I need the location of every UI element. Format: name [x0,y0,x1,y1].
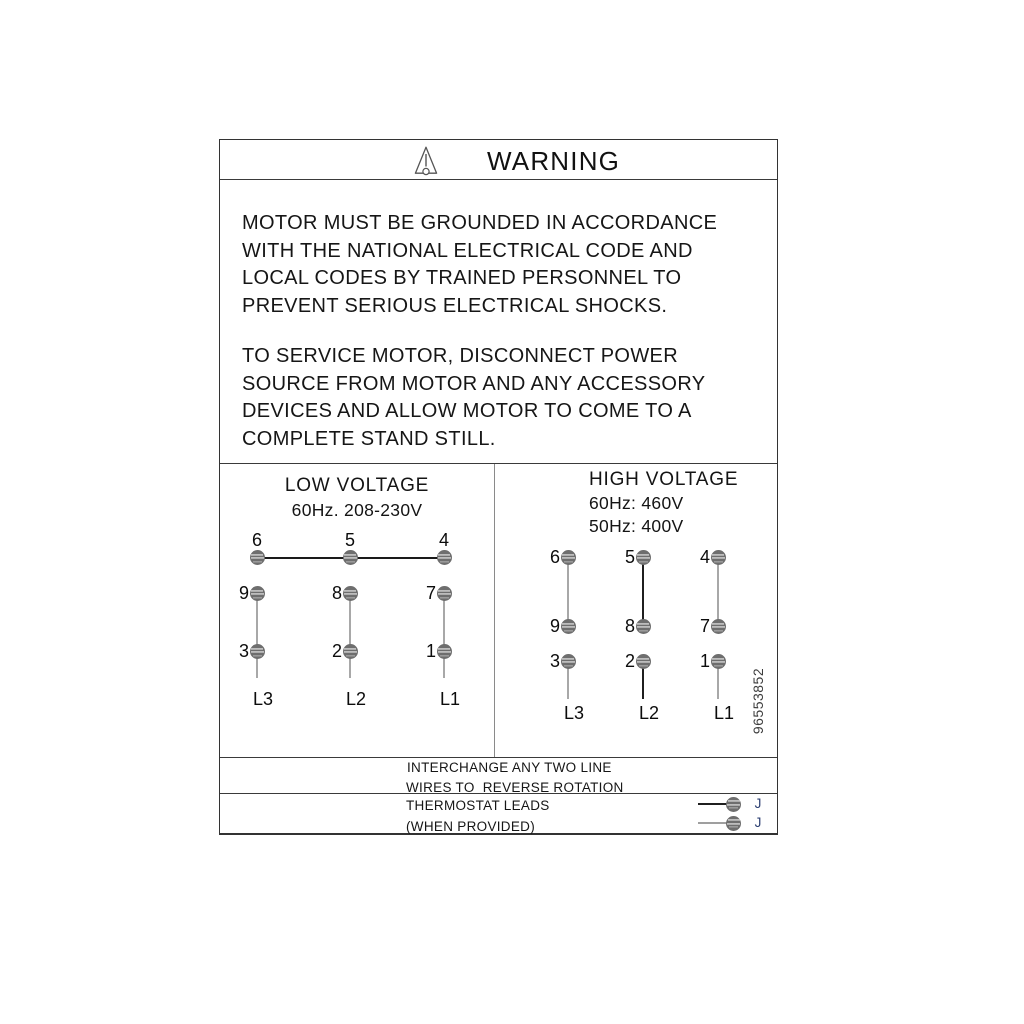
line-label-l3: L3 [252,689,274,709]
terminal-dot [250,550,265,565]
terminal-dot [250,644,265,659]
terminal-number: 7 [425,583,436,603]
terminal-dot [250,586,265,601]
terminal-number: 4 [438,530,449,550]
thermostat-lead-wire-1 [698,803,728,805]
terminal-number: 3 [549,651,560,671]
high-voltage-subtitle-1: 60Hz: 460V [589,493,684,513]
warning-text-section [220,180,777,464]
terminal-number: 5 [344,530,355,550]
high-voltage-title: HIGH VOLTAGE [589,469,739,490]
terminal-number: 3 [238,641,249,661]
high-voltage-subtitle-2: 50Hz: 400V [589,516,684,536]
terminal-dot [343,550,358,565]
high-voltage-jumper-5-8 [642,557,644,626]
terminal-number: 9 [549,616,560,636]
terminal-number: 6 [549,547,560,567]
terminal-dot [561,550,576,565]
high-voltage-jumper-6-9 [567,557,569,626]
terminal-number: 9 [238,583,249,603]
thermostat-lead-terminal-1 [726,797,741,812]
terminal-number: 5 [624,547,635,567]
terminal-dot [711,619,726,634]
line-label-l1: L1 [713,703,735,723]
terminal-dot [711,550,726,565]
low-voltage-wire-l2 [349,593,351,678]
thermostat-note-section [220,794,777,836]
thermostat-lead-label-2: J [754,815,762,830]
thermostat-lead-label-1: J [754,796,762,811]
terminal-number: 2 [624,651,635,671]
warning-header [220,140,777,180]
terminal-dot [437,644,452,659]
rotation-note-section [220,758,777,794]
terminal-number: 8 [624,616,635,636]
thermostat-lead-terminal-2 [726,816,741,831]
warning-p1-line4: PREVENT SERIOUS ELECTRICAL SHOCKS. [242,294,668,317]
warning-paragraph-1 [242,210,717,320]
warning-p1-line1: MOTOR MUST BE GROUNDED IN ACCORDANCE [242,212,718,234]
terminal-dot [636,619,651,634]
warning-p1-line2: WITH THE NATIONAL ELECTRICAL CODE AND [242,239,693,262]
warning-p2-line2: SOURCE FROM MOTOR AND ANY ACCESSORY [242,372,706,395]
terminal-dot [343,644,358,659]
terminal-number: 8 [331,583,342,603]
line-label-l1: L1 [439,689,461,709]
terminal-dot [711,654,726,669]
low-voltage-title: LOW VOLTAGE [284,475,430,496]
terminal-number: 6 [251,530,262,550]
terminal-dot [437,586,452,601]
terminal-number: 1 [425,641,436,661]
warning-p2-line3: DEVICES AND ALLOW MOTOR TO COME TO A [242,400,692,422]
terminal-number: 2 [331,641,342,661]
terminal-dot [561,619,576,634]
wiring-diagrams-section [220,464,777,758]
terminal-dot [636,550,651,565]
warning-triangle-icon [413,145,439,181]
line-label-l2: L2 [345,689,367,709]
high-voltage-jumper-4-7 [717,557,719,626]
low-voltage-subtitle: 60Hz. 208-230V [291,500,423,520]
low-voltage-wire-l1 [443,593,445,678]
thermostat-note-line1: THERMOSTAT LEADS [406,798,550,813]
terminal-number: 7 [699,616,710,636]
rotation-note-line1: INTERCHANGE ANY TWO LINE [407,760,612,775]
thermostat-lead-wire-2 [698,822,728,824]
thermostat-note-line2: (WHEN PROVIDED) [406,819,535,834]
part-number: 96553852 [750,667,766,735]
terminal-dot [343,586,358,601]
warning-title: WARNING [487,146,621,176]
terminal-dot [636,654,651,669]
low-voltage-wire-l3 [256,593,258,678]
line-label-l3: L3 [563,703,585,723]
terminal-number: 1 [699,651,710,671]
warning-p1-line3: LOCAL CODES BY TRAINED PERSONNEL TO [242,267,682,289]
high-voltage-panel [495,464,778,757]
warning-p2-line1: TO SERVICE MOTOR, DISCONNECT POWER [242,345,679,367]
terminal-dot [437,550,452,565]
low-voltage-panel [220,464,495,757]
rotation-note-line2: WIRES TO REVERSE ROTATION [406,780,624,795]
warning-paragraph-2 [242,343,705,453]
terminal-number: 4 [699,547,710,567]
terminal-dot [561,654,576,669]
warning-p2-line4: COMPLETE STAND STILL. [242,427,496,450]
motor-warning-label [219,139,778,835]
line-label-l2: L2 [638,703,660,723]
